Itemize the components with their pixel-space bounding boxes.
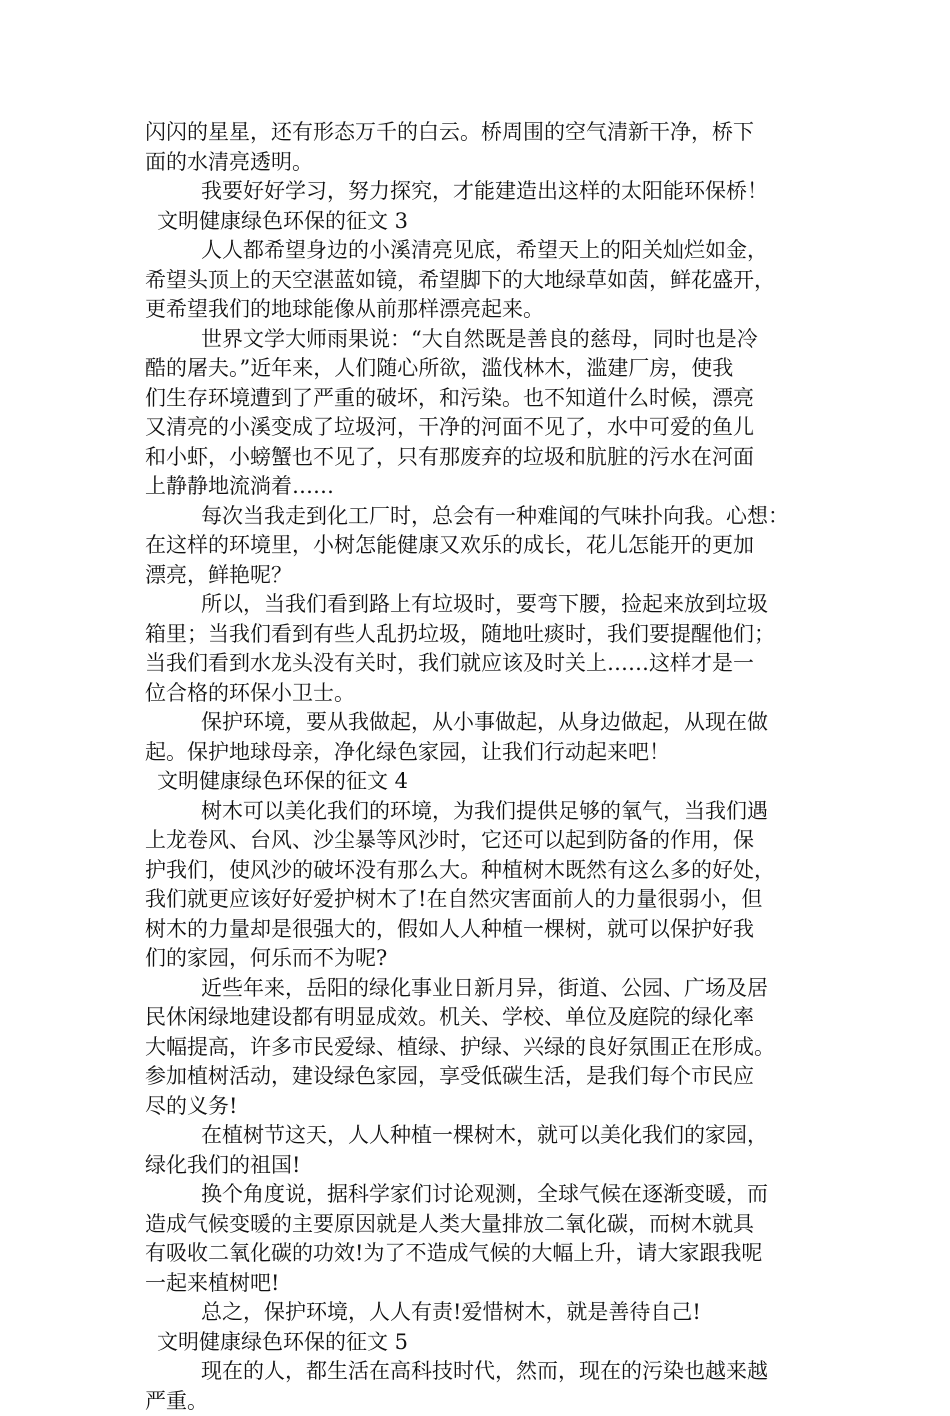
text-line: 在这样的环境里，小树怎能健康又欢乐的成长，花儿怎能开的更加 — [145, 531, 820, 561]
text-line: 大幅提高，许多市民爱绿、植绿、护绿、兴绿的良好氛围正在形成。 — [145, 1033, 820, 1063]
text-line: 上静静地流淌着…… — [145, 472, 820, 502]
text-line: 参加植树活动，建设绿色家园，享受低碳生活，是我们每个市民应 — [145, 1062, 820, 1092]
text-line: 面的水清亮透明。 — [145, 148, 820, 178]
text-line: 闪闪的星星，还有形态万千的白云。桥周围的空气清新干净，桥下 — [145, 118, 820, 148]
text-line: 严重。 — [145, 1387, 820, 1416]
text-line: 造成气候变暖的主要原因就是人类大量排放二氧化碳，而树木就具 — [145, 1210, 820, 1240]
section-heading: 文明健康绿色环保的征文 3 — [145, 207, 820, 237]
text-line: 们的家园，何乐而不为呢? — [145, 944, 820, 974]
text-line: 希望头顶上的天空湛蓝如镜，希望脚下的大地绿草如茵，鲜花盛开， — [145, 266, 820, 296]
text-line: 护我们，使风沙的破坏没有那么大。种植树木既然有这么多的好处， — [145, 856, 820, 886]
text-line: 我要好好学习，努力探究，才能建造出这样的太阳能环保桥！ — [145, 177, 820, 207]
text-line: 酷的屠夫。”近年来，人们随心所欲，滥伐林木，滥建厂房，使我 — [145, 354, 820, 384]
text-line: 漂亮，鲜艳呢？ — [145, 561, 820, 591]
text-line: 绿化我们的祖国! — [145, 1151, 820, 1181]
text-line: 现在的人，都生活在高科技时代，然而，现在的污染也越来越 — [145, 1357, 820, 1387]
section-heading: 文明健康绿色环保的征文 4 — [145, 767, 820, 797]
text-line: 我们就更应该好好爱护树木了!在自然灾害面前人的力量很弱小，但 — [145, 885, 820, 915]
text-line: 尽的义务! — [145, 1092, 820, 1122]
text-line: 换个角度说，据科学家们讨论观测，全球气候在逐渐变暖，而 — [145, 1180, 820, 1210]
section-heading: 文明健康绿色环保的征文 5 — [145, 1328, 820, 1358]
text-line: 民休闲绿地建设都有明显成效。机关、学校、单位及庭院的绿化率 — [145, 1003, 820, 1033]
text-line: 更希望我们的地球能像从前那样漂亮起来。 — [145, 295, 820, 325]
text-line: 位合格的环保小卫士。 — [145, 679, 820, 709]
text-line: 当我们看到水龙头没有关时，我们就应该及时关上……这样才是一 — [145, 649, 820, 679]
text-line: 上龙卷风、台风、沙尘暴等风沙时，它还可以起到防备的作用，保 — [145, 826, 820, 856]
text-line: 树木可以美化我们的环境，为我们提供足够的氧气，当我们遇 — [145, 797, 820, 827]
text-line: 一起来植树吧! — [145, 1269, 820, 1299]
text-line: 起。保护地球母亲，净化绿色家园，让我们行动起来吧！ — [145, 738, 820, 768]
text-line: 有吸收二氧化碳的功效!为了不造成气候的大幅上升，请大家跟我呢 — [145, 1239, 820, 1269]
text-line: 所以，当我们看到路上有垃圾时，要弯下腰，捡起来放到垃圾 — [145, 590, 820, 620]
text-line: 总之，保护环境，人人有责!爱惜树木，就是善待自己! — [145, 1298, 820, 1328]
text-line: 每次当我走到化工厂时，总会有一种难闻的气味扑向我。心想： — [145, 502, 820, 532]
text-line: 们生存环境遭到了严重的破坏，和污染。也不知道什么时候，漂亮 — [145, 384, 820, 414]
text-line: 树木的力量却是很强大的，假如人人种植一棵树，就可以保护好我 — [145, 915, 820, 945]
text-line: 近些年来，岳阳的绿化事业日新月异，街道、公园、广场及居 — [145, 974, 820, 1004]
text-line: 人人都希望身边的小溪清亮见底，希望天上的阳关灿烂如金， — [145, 236, 820, 266]
text-line: 世界文学大师雨果说：“大自然既是善良的慈母，同时也是冷 — [145, 325, 820, 355]
text-line: 保护环境，要从我做起，从小事做起，从身边做起，从现在做 — [145, 708, 820, 738]
text-line: 又清亮的小溪变成了垃圾河，干净的河面不见了，水中可爱的鱼儿 — [145, 413, 820, 443]
text-line: 箱里；当我们看到有些人乱扔垃圾，随地吐痰时，我们要提醒他们； — [145, 620, 820, 650]
text-line: 在植树节这天，人人种植一棵树木，就可以美化我们的家园， — [145, 1121, 820, 1151]
text-line: 和小虾，小螃蟹也不见了，只有那废弃的垃圾和肮脏的污水在河面 — [145, 443, 820, 473]
